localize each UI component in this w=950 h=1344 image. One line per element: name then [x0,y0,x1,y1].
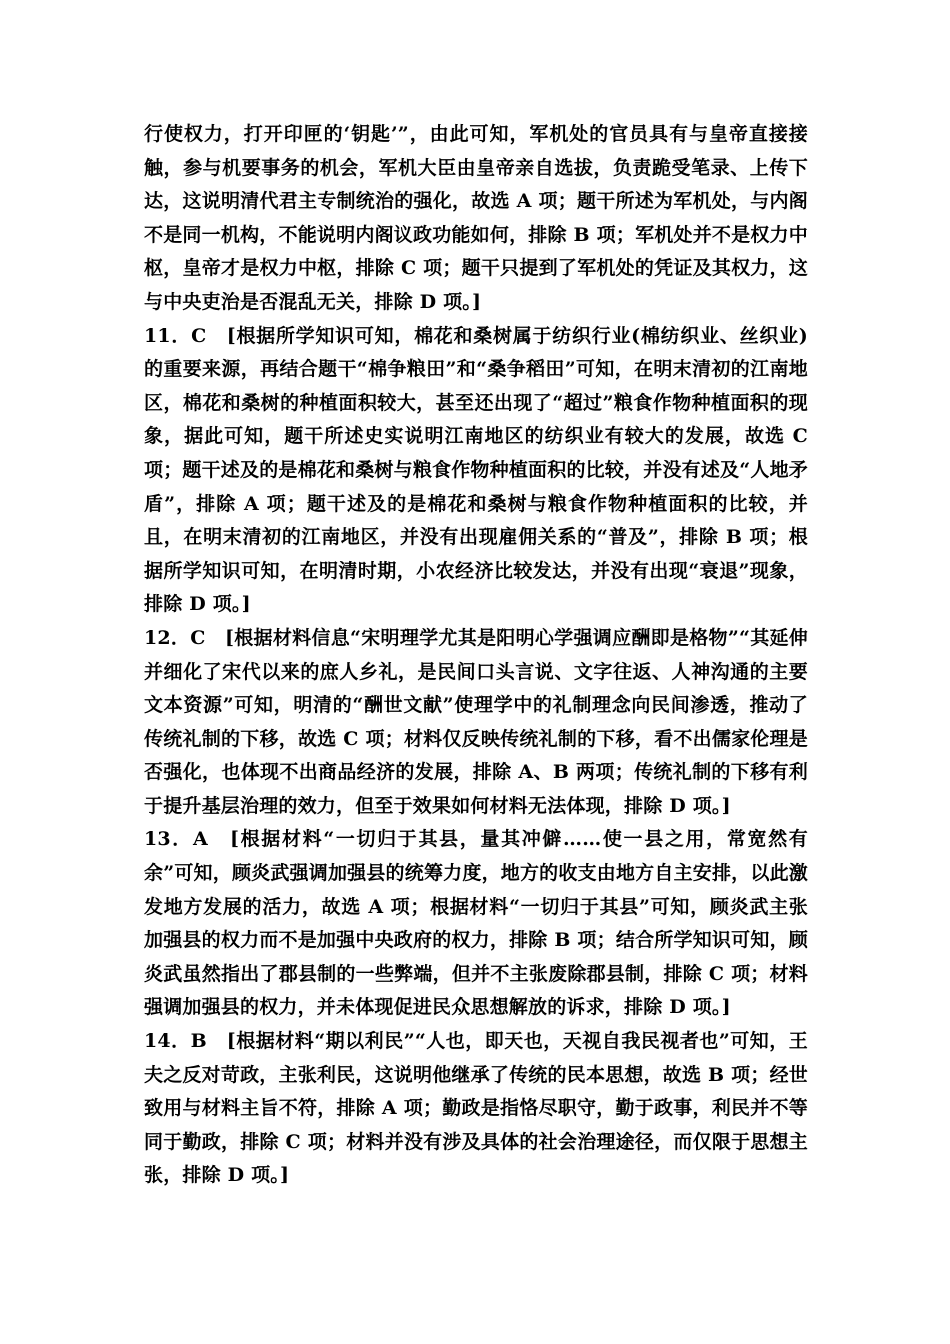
paragraph-q11: 11．C [根据所学知识可知，棉花和桑树属于纺织行业(棉纺织业、丝织业)的重要来源，再结合题干“棉争粮田”和“桑争稻田”可知，在明末清初的江南地区，棉花和桑树的种植面积较大，甚至还出现了“超过”粮食作物种植面积的现象，据此可知，题干所述史实说明江南地区的纺织业有较大的发展，故选 C 项；题干述及的是棉花和桑树与粮食作物种植面积的比较，并没有述及“人地矛盾”，排除 A 项；题干述及的是棉花和桑树与粮食作物种植面积的比较，并且，在明末清初的江南地区，并没有出现雇佣关系的“普及”，排除 B 项；根据所学知识可知，在明清时期，小农经济比较发达，并没有出现“衰退”现象，排除 D 项。] [144,324,808,616]
answer-explanations [144,118,808,1193]
paragraph-q14: 14．B [根据材料“期以利民”“人也，即天也，天视自我民视者也”可知，王夫之反对苛政，主张利民，这说明他继承了传统的民本思想，故选 B 项；经世致用与材料主旨不符，排除 A 项；勤政是指恪尽职守，勤于政事，利民并不等同于勤政，排除 C 项；材料并没有涉及具体的社会治理途径，而仅限于思想主张，排除 D 项。] [144,1030,808,1187]
paragraph-q10-tail: 行使权力，打开印匣的‘钥匙’”，由此可知，军机处的官员具有与皇帝直接接触，参与机要事务的机会，军机大臣由皇帝亲自选拔，负责跪受笔录、上传下达，这说明清代君主专制统治的强化，故选 A 项；题干所述为军机处，与内阁不是同一机构，不能说明内阁议政功能如何，排除 B 项；军机处并不是权力中枢，皇帝才是权力中枢，排除 C 项；题干只提到了军机处的凭证及其权力，这与中央吏治是否混乱无关，排除 D 项。] [144,123,808,313]
paragraph-q13: 13．A [根据材料“一切归于其县，量其冲僻……使一县之用，常宽然有余”可知，顾炎武强调加强县的统筹力度，地方的收支由地方自主安排，以此激发地方发展的活力，故选 A 项；根据材料“一切归于其县”可知，顾炎武主张加强县的权力而不是加强中央政府的权力，排除 B 项；结合所学知识可知，顾炎武虽然指出了郡县制的一些弊端，但并不主张废除郡县制，排除 C 项；材料强调加强县的权力，并未体现促进民众思想解放的诉求，排除 D 项。] [144,828,808,1019]
paragraph-q12: 12．C [根据材料信息“宋明理学尤其是阳明心学强调应酬即是格物”“其延伸并细化了宋代以来的庶人乡礼，是民间口头言说、文字往返、人神沟通的主要文本资源”可知，明清的“酬世文献”使理学中的礼制理念向民间渗透，推动了传统礼制的下移，故选 C 项；材料仅反映传统礼制的下移，看不出儒家伦理是否强化，也体现不出商品经济的发展，排除 A、B 两项；传统礼制的下移有利于提升基层治理的效力，但至于效果如何材料无法体现，排除 D 项。] [144,626,808,817]
